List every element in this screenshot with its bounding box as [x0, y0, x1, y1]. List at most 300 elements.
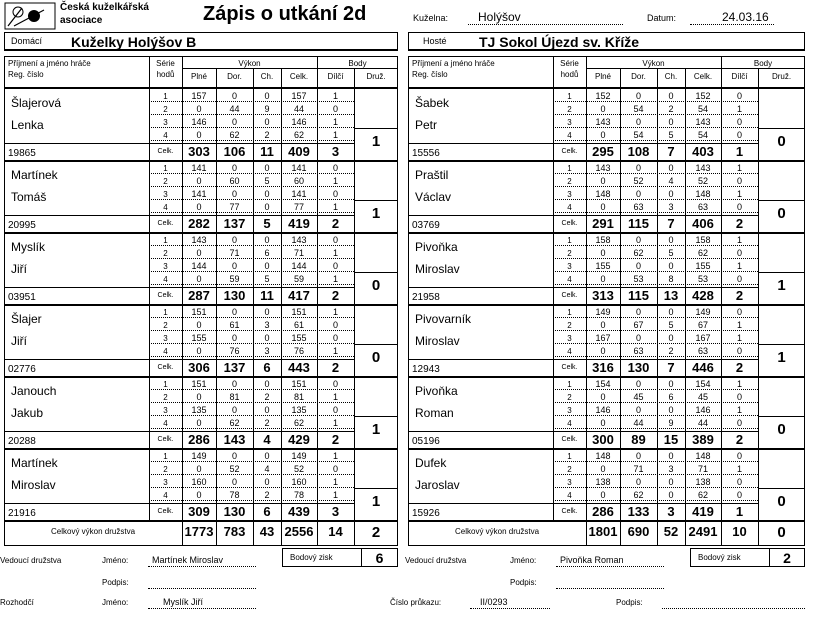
series-cell: 0 [668, 189, 674, 199]
series-cell: 135 [191, 405, 207, 415]
series-cell: 0 [264, 261, 270, 271]
team-total-label: Celkový výkon družstva [454, 527, 540, 536]
player-total-cell: 409 [288, 144, 310, 159]
player-total-cell: 130 [223, 288, 246, 303]
team-total-cell: 690 [627, 524, 650, 539]
player-total-label: Celk. [157, 148, 174, 155]
player-block [408, 89, 805, 161]
series-cell: 0 [668, 477, 674, 487]
player-total-cell: 2 [735, 432, 744, 447]
series-cell: 5 [264, 176, 270, 186]
series-cell: 45 [697, 392, 708, 402]
series-cell: 0 [600, 418, 606, 428]
series-number: 2 [163, 177, 168, 186]
series-cell: 0 [231, 333, 237, 343]
series-cell: 1 [332, 130, 338, 140]
player-total-label: Celk. [561, 436, 578, 443]
series-number: 4 [163, 131, 168, 140]
player-total-cell: 2 [735, 288, 744, 303]
series-number: 1 [567, 308, 572, 317]
player-total-cell: 133 [627, 504, 650, 519]
series-cell: 71 [697, 464, 708, 474]
series-cell: 0 [196, 392, 202, 402]
series-number: 3 [567, 406, 572, 415]
series-cell: 0 [668, 451, 674, 461]
series-cell: 59 [293, 274, 304, 284]
series-cell: 138 [695, 477, 711, 487]
player-total-cell: 286 [188, 432, 210, 447]
player-total-cell: 7 [667, 216, 675, 231]
series-cell: 1 [332, 477, 338, 487]
series-cell: 0 [668, 91, 674, 101]
series-number: 1 [567, 236, 572, 245]
series-cell: 52 [697, 176, 708, 186]
series-cell: 151 [291, 379, 307, 389]
series-cell: 0 [332, 379, 338, 389]
team-total-cell: 52 [663, 524, 679, 539]
name-header-1: Příjmení a jméno hráče [8, 59, 91, 68]
series-number: 4 [567, 491, 572, 500]
player-total-cell: 291 [592, 216, 614, 231]
player-surname: Šlajer [11, 312, 42, 326]
series-cell: 6 [668, 392, 674, 402]
player-reg-number: 21958 [412, 292, 440, 303]
series-cell: 4 [264, 464, 270, 474]
date-value: 24.03.16 [722, 10, 769, 24]
home-leader-name: Martínek Miroslav [152, 555, 224, 565]
player-total-label: Celk. [157, 364, 174, 371]
series-cell: 52 [229, 464, 240, 474]
series-cell: 0 [332, 235, 338, 245]
player-surname: Šabek [415, 96, 450, 110]
serie-header-1: Série [156, 59, 175, 68]
series-cell: 76 [293, 346, 304, 356]
series-cell: 151 [191, 379, 207, 389]
series-cell: 152 [595, 91, 611, 101]
series-cell: 62 [293, 418, 304, 428]
player-firstname: Miroslav [415, 334, 460, 348]
away-points-gain-label: Bodový zisk [698, 553, 741, 562]
series-number: 2 [163, 393, 168, 402]
series-cell: 6 [264, 248, 270, 258]
series-cell: 167 [695, 333, 711, 343]
away-signature-label: Podpis: [510, 578, 537, 587]
player-total-cell: 419 [288, 216, 310, 231]
series-cell: 71 [293, 248, 304, 258]
series-number: 4 [163, 275, 168, 284]
team-total-cell: 783 [223, 524, 246, 539]
series-cell: 62 [229, 418, 240, 428]
player-total-label: Celk. [157, 292, 174, 299]
team-total-cell: 1801 [588, 524, 618, 539]
player-reg-number: 19865 [8, 148, 36, 159]
home-team-bar [4, 32, 398, 51]
away-points-gain-box [690, 548, 805, 567]
series-cell: 0 [668, 307, 674, 317]
series-cell: 2 [668, 104, 674, 114]
series-cell: 5 [668, 248, 674, 258]
series-cell: 149 [595, 307, 611, 317]
series-cell: 4 [668, 176, 674, 186]
player-total-cell: 403 [692, 144, 714, 159]
series-cell: 8 [668, 274, 674, 284]
series-cell: 151 [191, 307, 207, 317]
player-total-cell: 130 [627, 360, 650, 375]
series-number: 3 [163, 118, 168, 127]
series-cell: 1 [332, 451, 338, 461]
player-total-cell: 316 [592, 360, 614, 375]
series-cell: 0 [635, 451, 641, 461]
association-name-line1: Česká kuželkářská [60, 2, 149, 13]
series-cell: 59 [229, 274, 240, 284]
player-total-cell: 13 [663, 288, 679, 303]
series-cell: 143 [695, 117, 711, 127]
player-reg-number: 15926 [412, 508, 440, 519]
series-cell: 1 [332, 307, 338, 317]
series-cell: 0 [736, 490, 742, 500]
series-cell: 0 [635, 189, 641, 199]
series-cell: 0 [635, 117, 641, 127]
series-number: 2 [163, 321, 168, 330]
series-cell: 63 [697, 346, 708, 356]
series-cell: 3 [668, 202, 674, 212]
player-total-cell: 11 [260, 144, 274, 159]
series-cell: 1 [736, 320, 742, 330]
series-cell: 155 [595, 261, 611, 271]
series-cell: 0 [600, 490, 606, 500]
player-firstname: Jiří [11, 334, 27, 348]
series-cell: 0 [196, 274, 202, 284]
player-reg-number: 15556 [412, 148, 440, 159]
series-cell: 53 [697, 274, 708, 284]
series-cell: 1 [332, 176, 338, 186]
player-firstname: Tomáš [11, 190, 47, 204]
series-cell: 149 [191, 451, 207, 461]
series-number: 2 [567, 465, 572, 474]
player-surname: Praštil [415, 168, 449, 182]
dor-header: Dor. [631, 72, 646, 81]
series-cell: 1 [736, 261, 742, 271]
player-total-cell: 2 [331, 360, 340, 375]
series-cell: 154 [595, 379, 611, 389]
player-block [408, 305, 805, 377]
series-cell: 0 [736, 346, 742, 356]
series-number: 3 [163, 190, 168, 199]
celk-header: Celk. [693, 72, 713, 81]
away-team-name: TJ Sokol Újezd sv. Kříže [479, 34, 640, 50]
player-total-label: Celk. [157, 436, 174, 443]
association-name-line2: asociace [60, 15, 103, 26]
series-number: 3 [163, 262, 168, 271]
player-total-cell: 15 [663, 432, 679, 447]
series-cell: 1 [332, 202, 338, 212]
series-cell: 155 [291, 333, 307, 343]
dilci-header: Dílčí [327, 72, 344, 81]
series-number: 2 [567, 393, 572, 402]
player-total-cell: 295 [592, 144, 614, 159]
series-cell: 44 [229, 104, 240, 114]
match-point-value: 0 [777, 421, 786, 438]
match-point-value: 0 [777, 493, 786, 510]
player-block [4, 305, 398, 377]
performance-header: Výkon [238, 59, 261, 68]
player-total-cell: 389 [692, 432, 714, 447]
series-cell: 62 [633, 490, 644, 500]
player-reg-number: 21916 [8, 508, 36, 519]
series-cell: 0 [264, 117, 270, 127]
player-total-cell: 2 [331, 216, 340, 231]
player-firstname: Roman [415, 406, 454, 420]
series-cell: 0 [196, 346, 202, 356]
series-cell: 0 [264, 163, 270, 173]
player-total-label: Celk. [561, 220, 578, 227]
series-number: 2 [567, 249, 572, 258]
player-firstname: Jakub [11, 406, 44, 420]
series-cell: 0 [231, 477, 237, 487]
player-total-cell: 1 [735, 504, 744, 519]
series-number: 1 [163, 92, 168, 101]
player-total-label: Celk. [561, 148, 578, 155]
ch-header: Ch. [260, 72, 274, 81]
licence-number: II/0293 [480, 597, 508, 607]
dor-header: Dor. [227, 72, 242, 81]
series-cell: 0 [736, 117, 742, 127]
series-number: 2 [567, 105, 572, 114]
series-cell: 0 [736, 248, 742, 258]
series-cell: 44 [293, 104, 304, 114]
series-cell: 2 [264, 130, 270, 140]
association-logo [4, 2, 56, 30]
match-point-value: 0 [371, 349, 381, 366]
series-cell: 2 [668, 346, 674, 356]
series-cell: 0 [196, 104, 202, 114]
series-number: 2 [567, 321, 572, 330]
player-reg-number: 20995 [8, 220, 36, 231]
series-cell: 157 [191, 91, 207, 101]
player-total-cell: 5 [263, 216, 271, 231]
player-surname: Janouch [11, 384, 57, 398]
player-firstname: Miroslav [415, 262, 460, 276]
away-leader-label: Vedoucí družstva [405, 556, 467, 565]
series-number: 3 [163, 334, 168, 343]
player-block [408, 449, 805, 521]
player-reg-number: 05196 [412, 436, 440, 447]
player-total-cell: 3 [667, 504, 675, 519]
series-cell: 78 [229, 490, 240, 500]
series-cell: 3 [264, 346, 270, 356]
player-total-cell: 7 [667, 144, 675, 159]
series-cell: 1 [736, 405, 742, 415]
series-cell: 152 [695, 91, 711, 101]
series-cell: 143 [291, 235, 307, 245]
series-cell: 0 [668, 117, 674, 127]
series-cell: 1 [332, 91, 338, 101]
series-cell: 158 [595, 235, 611, 245]
player-surname: Martínek [11, 456, 58, 470]
series-cell: 62 [293, 130, 304, 140]
series-cell: 77 [229, 202, 240, 212]
player-firstname: Miroslav [11, 478, 56, 492]
series-cell: 0 [231, 379, 237, 389]
player-total-cell: 7 [667, 360, 675, 375]
player-surname: Martínek [11, 168, 58, 182]
player-total-cell: 130 [223, 504, 246, 519]
player-total-cell: 439 [288, 504, 310, 519]
series-cell: 0 [635, 307, 641, 317]
performance-header: Výkon [642, 59, 665, 68]
page-title: Zápis o utkání 2d [203, 3, 367, 25]
team-total-cell: 2491 [688, 524, 718, 539]
series-cell: 0 [600, 104, 606, 114]
series-cell: 0 [231, 117, 237, 127]
series-cell: 0 [231, 163, 237, 173]
series-cell: 0 [264, 189, 270, 199]
match-point-value: 1 [371, 133, 381, 150]
series-cell: 0 [196, 418, 202, 428]
team-total-cell: 1773 [184, 524, 214, 539]
player-block [4, 161, 398, 233]
series-cell: 146 [695, 405, 711, 415]
series-cell: 148 [595, 189, 611, 199]
match-point-value: 0 [777, 133, 786, 150]
series-cell: 0 [332, 261, 338, 271]
series-cell: 0 [332, 405, 338, 415]
series-number: 4 [567, 347, 572, 356]
series-cell: 148 [595, 451, 611, 461]
plne-header: Plné [594, 72, 611, 81]
player-total-cell: 143 [223, 432, 246, 447]
player-firstname: Václav [415, 190, 452, 204]
series-cell: 9 [264, 104, 270, 114]
series-cell: 143 [595, 117, 611, 127]
name-header-2: Reg. číslo [8, 70, 44, 79]
series-cell: 0 [736, 91, 742, 101]
series-cell: 0 [196, 490, 202, 500]
player-firstname: Lenka [11, 118, 44, 132]
team-total-cell: 43 [259, 524, 275, 539]
series-cell: 0 [600, 392, 606, 402]
player-total-cell: 115 [628, 216, 649, 231]
series-number: 3 [567, 478, 572, 487]
series-cell: 0 [264, 405, 270, 415]
home-points-gain-label: Bodový zisk [290, 553, 333, 562]
series-number: 4 [163, 491, 168, 500]
series-cell: 1 [332, 490, 338, 500]
player-total-cell: 3 [331, 504, 340, 519]
series-cell: 67 [633, 320, 644, 330]
series-cell: 0 [264, 477, 270, 487]
series-cell: 0 [231, 405, 237, 415]
series-cell: 0 [332, 104, 338, 114]
player-reg-number: 12943 [412, 364, 440, 375]
series-cell: 44 [697, 418, 708, 428]
player-firstname: Petr [415, 118, 438, 132]
player-total-cell: 2 [331, 288, 340, 303]
series-number: 1 [163, 452, 168, 461]
series-number: 2 [163, 105, 168, 114]
player-total-cell: 309 [188, 504, 210, 519]
match-point-value: 0 [371, 277, 381, 294]
series-cell: 0 [231, 91, 237, 101]
series-cell: 0 [668, 490, 674, 500]
series-cell: 0 [635, 261, 641, 271]
series-cell: 9 [668, 418, 674, 428]
match-point-value: 1 [777, 277, 786, 294]
series-cell: 0 [635, 405, 641, 415]
series-number: 3 [567, 118, 572, 127]
series-cell: 0 [600, 248, 606, 258]
away-score-table [408, 56, 805, 546]
series-cell: 143 [191, 235, 207, 245]
series-number: 4 [163, 347, 168, 356]
series-cell: 0 [332, 464, 338, 474]
series-cell: 0 [600, 274, 606, 284]
team-total-cell: 2556 [284, 524, 314, 539]
name-header-2: Reg. číslo [412, 70, 448, 79]
series-number: 1 [567, 380, 572, 389]
series-cell: 78 [293, 490, 304, 500]
series-cell: 160 [291, 477, 307, 487]
series-cell: 0 [668, 379, 674, 389]
series-cell: 0 [736, 418, 742, 428]
series-cell: 0 [736, 451, 742, 461]
series-number: 4 [567, 275, 572, 284]
team-total-cell: 10 [732, 524, 747, 539]
series-cell: 0 [635, 379, 641, 389]
player-firstname: Jiří [11, 262, 27, 276]
referee-name: Myslík Jiří [163, 597, 203, 607]
series-cell: 0 [196, 130, 202, 140]
series-cell: 160 [191, 477, 207, 487]
team-total-cell: 2 [371, 524, 381, 541]
series-cell: 0 [600, 130, 606, 140]
points-header: Body [753, 59, 773, 68]
series-cell: 0 [600, 346, 606, 356]
series-cell: 0 [600, 320, 606, 330]
series-number: 4 [567, 419, 572, 428]
series-cell: 1 [332, 392, 338, 402]
player-total-label: Celk. [561, 292, 578, 299]
series-cell: 0 [635, 477, 641, 487]
player-block [408, 377, 805, 449]
celk-header: Celk. [289, 72, 309, 81]
series-cell: 1 [332, 248, 338, 258]
referee-signature-label: Podpis: [616, 598, 643, 607]
series-cell: 0 [196, 248, 202, 258]
series-cell: 0 [332, 189, 338, 199]
series-cell: 0 [264, 202, 270, 212]
match-point-value: 1 [371, 421, 381, 438]
player-block [408, 161, 805, 233]
series-cell: 148 [695, 189, 711, 199]
series-cell: 0 [668, 405, 674, 415]
series-cell: 0 [736, 176, 742, 186]
player-total-cell: 446 [692, 360, 714, 375]
series-cell: 63 [633, 346, 644, 356]
series-number: 4 [567, 203, 572, 212]
series-cell: 0 [264, 451, 270, 461]
series-cell: 54 [633, 104, 644, 114]
series-number: 1 [163, 236, 168, 245]
series-cell: 71 [633, 464, 644, 474]
player-total-cell: 106 [223, 144, 246, 159]
player-total-cell: 443 [288, 360, 310, 375]
player-surname: Myslík [11, 240, 45, 254]
player-surname: Pivoňka [415, 240, 458, 254]
series-cell: 0 [635, 163, 641, 173]
series-cell: 53 [633, 274, 644, 284]
team-total-label: Celkový výkon družstva [50, 527, 136, 536]
